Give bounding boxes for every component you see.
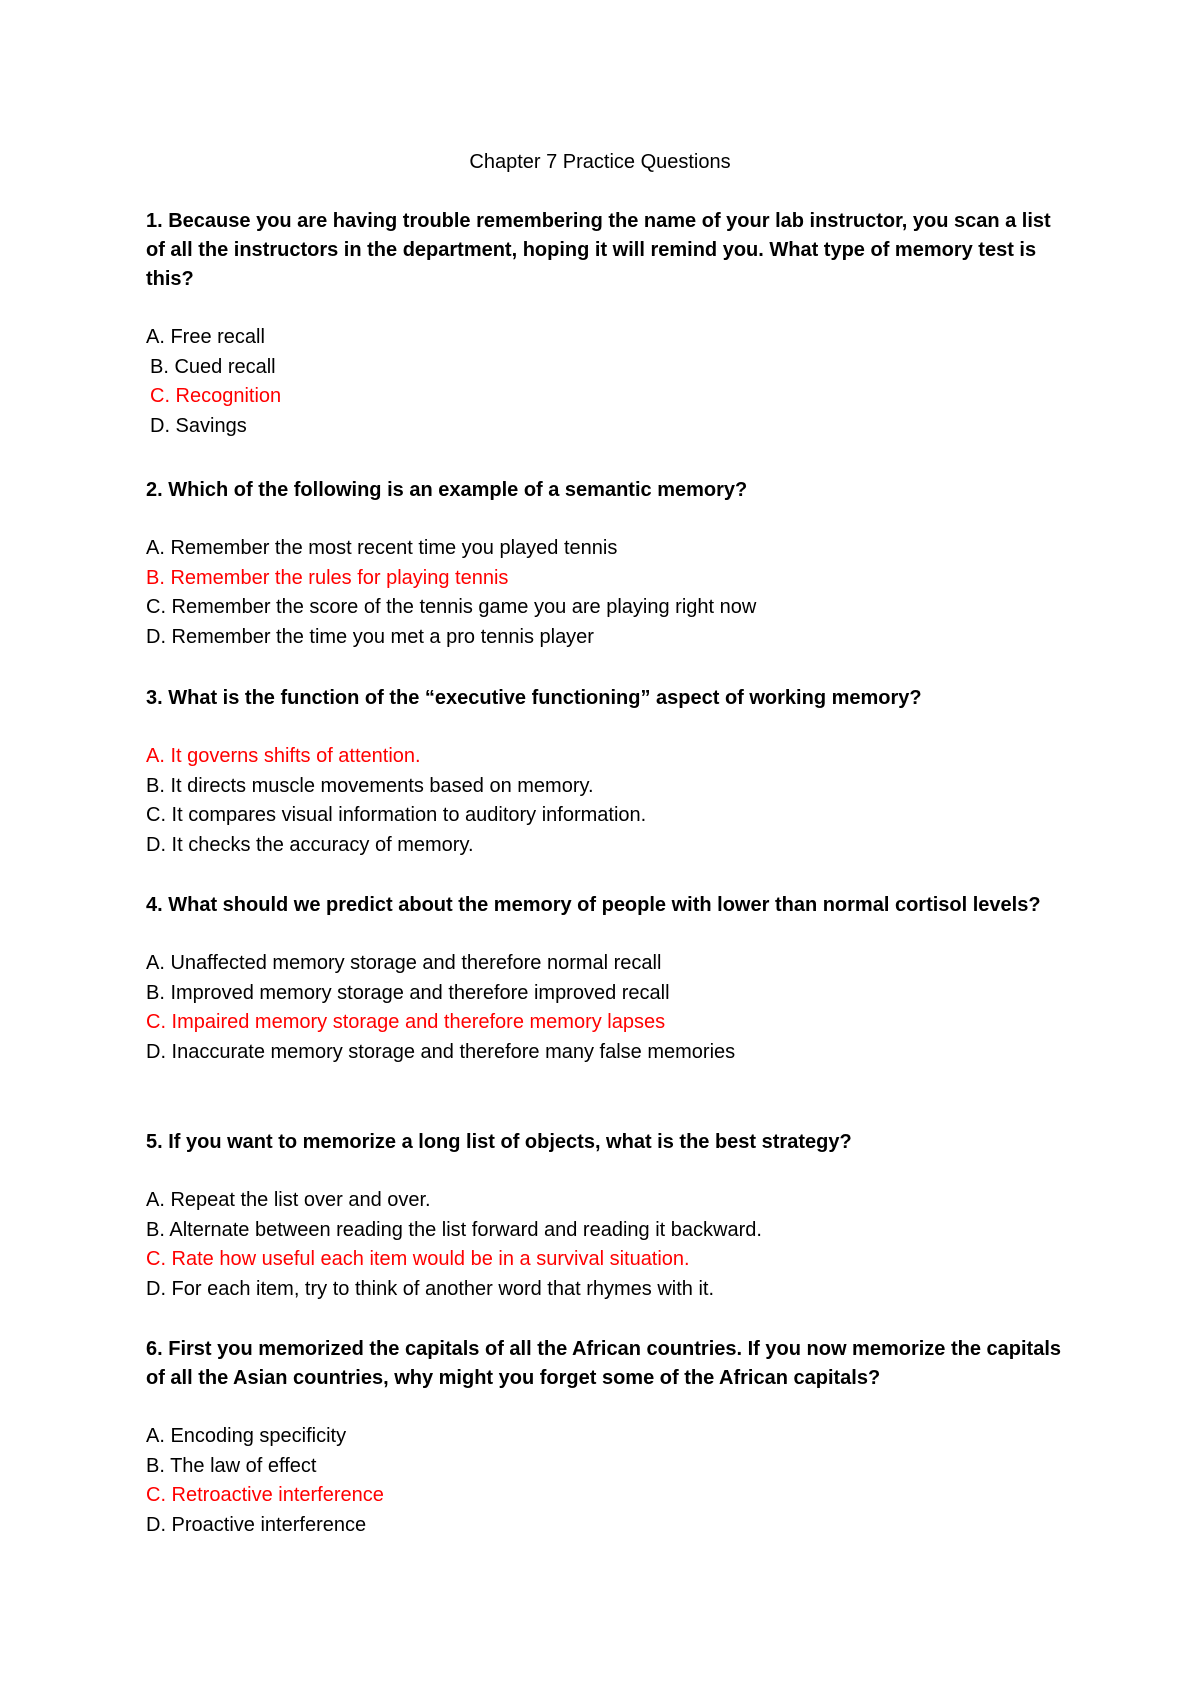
- question-text: 3. What is the function of the “executive functioning” aspect of working memory?: [146, 687, 922, 709]
- answer-option-c: C. It compares visual information to auditory information.: [146, 804, 647, 826]
- answer-option-a: A. Free recall: [146, 326, 265, 348]
- question-text: 2. Which of the following is an example of a semantic memory?: [146, 479, 748, 501]
- question-block-6: [146, 1335, 1066, 1540]
- answer-option-a: A. Encoding specificity: [146, 1425, 347, 1447]
- answer-option-c: C. Remember the score of the tennis game you are playing right now: [146, 596, 757, 618]
- answer-option-c: C. Impaired memory storage and therefore memory lapses: [146, 1011, 666, 1033]
- question-text: 4. What should we predict about the memory of people with lower than normal cortisol levels?: [146, 894, 1041, 916]
- answer-option-d: D. Savings: [150, 414, 247, 437]
- answer-option-a: A. Unaffected memory storage and therefore normal recall: [146, 952, 662, 974]
- answer-option-b: B. Cued recall: [150, 355, 276, 378]
- answer-option-b: B. Remember the rules for playing tennis: [146, 566, 509, 589]
- answer-option-a: A. It governs shifts of attention.: [146, 745, 421, 767]
- question-text: 6. First you memorized the capitals of all the African countries. If you now memorize the capitals of all the Asian countries, why might you forget some of the African capitals?: [146, 1338, 1062, 1389]
- question-text: 1. Because you are having trouble remembering the name of your lab instructor, you scan a list of all the instructors in the department, hoping it will remind you. What type of memory test is this?: [146, 210, 1051, 290]
- answer-option-c: C. Rate how useful each item would be in a survival situation.: [146, 1248, 690, 1270]
- answer-option-b: B. The law of effect: [146, 1454, 317, 1477]
- answer-option-d: D. Remember the time you met a pro tennis player: [146, 625, 594, 648]
- answer-option-d: D. Inaccurate memory storage and therefore many false memories: [146, 1040, 736, 1063]
- answer-option-c: C. Retroactive interference: [146, 1484, 384, 1506]
- answer-option-b: B. Improved memory storage and therefore improved recall: [146, 981, 670, 1004]
- answer-option-a: A. Remember the most recent time you played tennis: [146, 537, 618, 559]
- answer-option-b: B. It directs muscle movements based on memory.: [146, 774, 594, 797]
- question-block-2: [146, 476, 1066, 652]
- answer-option-d: D. For each item, try to think of another word that rhymes with it.: [146, 1277, 714, 1300]
- question-block-3: [146, 684, 1066, 860]
- answer-option-c: C. Recognition: [150, 385, 282, 407]
- question-block-5: [146, 1128, 1066, 1304]
- answer-option-d: D. It checks the accuracy of memory.: [146, 833, 474, 856]
- question-text: 5. If you want to memorize a long list of objects, what is the best strategy?: [146, 1131, 852, 1153]
- answer-option-d: D. Proactive interference: [146, 1513, 367, 1536]
- question-block-4: [146, 891, 1066, 1067]
- answer-option-a: A. Repeat the list over and over.: [146, 1189, 431, 1211]
- question-block-1: [146, 207, 1066, 441]
- answer-option-b: B. Alternate between reading the list forward and reading it backward.: [146, 1218, 762, 1241]
- document-title: Chapter 7 Practice Questions: [469, 151, 731, 173]
